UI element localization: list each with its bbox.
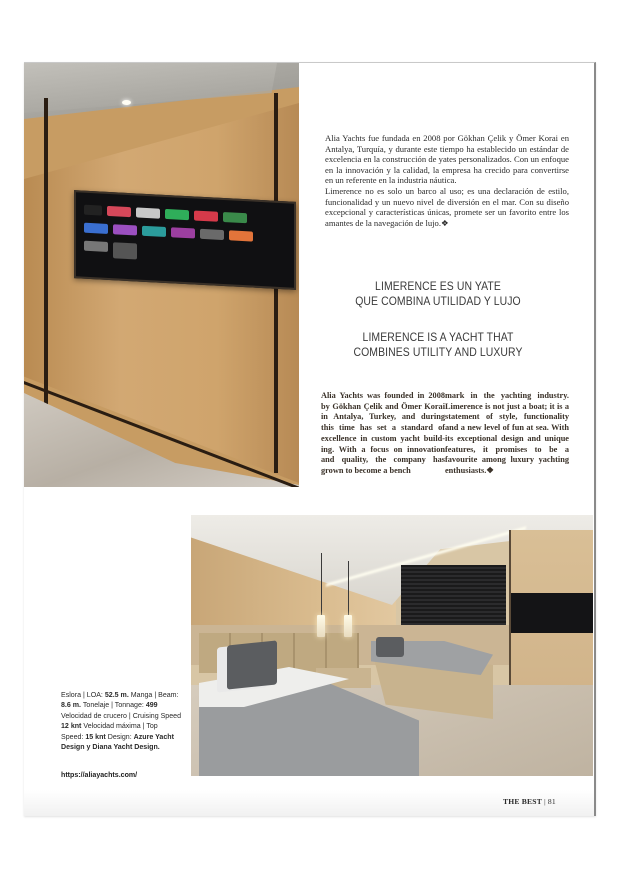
ceiling-light (122, 100, 131, 105)
heading-spanish-line-2: QUE COMBINA UTILIDAD Y LUJO (355, 295, 521, 308)
tv-app-icon (113, 224, 137, 235)
tv-app-icon (113, 242, 137, 259)
english-column-1: Alia Yachts was founded in 2008 by Gökhan Çelik and Ömer Korai in Antalya, Turkey, and during this time has set a standard of excellence in custom yacht building. With a focus on innovation and quality, the company has grown to become a bench (321, 391, 445, 475)
tv-app-row (84, 223, 253, 242)
spec-label: Velocidad máxima | Top Speed: (61, 721, 158, 741)
spec-cruising-speed-value: 12 knt (61, 721, 82, 731)
spec-design-value: Azure Yacht Design y Diana Yacht Design. (61, 731, 174, 752)
spec-label: Tonelaje | Tonnage: (81, 700, 146, 710)
page-number: 81 (547, 797, 556, 806)
footer-separator: | (541, 797, 548, 806)
wall-tv (511, 593, 593, 633)
tv-app-icon (200, 229, 224, 240)
pillow (376, 637, 404, 657)
tv-app-icon (84, 205, 102, 216)
publication-name: THE BEST (503, 797, 542, 806)
tv-app-icon (136, 207, 160, 218)
spanish-paragraph-1: Alia Yachts fue fundada en 2008 por Gökhan Çelik y Ömer Korai en Antalya, Turquía, y durante este tiempo ha establecido un estándar de excelencia en la construcción de yates personalizados. Con un enfoque en la innovación y la calidad, la empresa ha crecido para convertirse en un referente en la industria náutica. (325, 133, 569, 186)
page-footer (503, 797, 556, 806)
tv-app-icon (142, 226, 166, 237)
tv-app-icon (229, 230, 253, 241)
tv-app-row (84, 241, 137, 260)
cabin-tv-photo (24, 63, 299, 487)
spec-loa-value: 52.5 m. (104, 690, 129, 699)
spec-tonnage-value: 499 (145, 700, 158, 710)
tv-app-icon (84, 241, 108, 252)
heading-spanish (330, 279, 546, 309)
spec-top-speed-value: 15 knt (85, 731, 106, 741)
heading-english-line-2: COMBINES UTILITY AND LUXURY (353, 346, 523, 359)
spec-beam-value: 8.6 m. (61, 700, 82, 710)
tv-app-icon (107, 206, 131, 217)
yacht-specs-caption (61, 690, 182, 752)
ceiling-panel (24, 63, 299, 113)
twin-cabin-photo (191, 515, 593, 776)
pendant-cord (321, 553, 322, 617)
heading-english (330, 330, 546, 360)
spanish-intro-text (325, 133, 569, 228)
spec-label: Manga | Beam: (128, 690, 179, 699)
tv-app-row (84, 205, 247, 224)
wall-tv (74, 190, 296, 290)
window-blinds (401, 565, 506, 625)
tv-app-icon (194, 210, 218, 221)
pendant-lamp (317, 615, 325, 637)
spec-label: Eslora | LOA: (61, 690, 105, 699)
tv-app-icon (223, 212, 247, 223)
english-column-2: mark in the yachting industry. Limerence is not just a boat; it is a statement of style, functionality and a new level of fun at sea. With its exceptional design and unique features, it promises to be a favourite among luxury yachting enthusiasts.❖ (445, 391, 569, 475)
pendant-cord (348, 561, 349, 617)
heading-english-line-1: LIMERENCE IS A YACHT THAT (362, 331, 514, 344)
tv-app-icon (84, 223, 108, 234)
spec-label: Velocidad de crucero | Cruising Speed (61, 710, 182, 720)
website-link[interactable]: https://aliayachts.com/ (61, 770, 138, 779)
pillow (227, 640, 277, 689)
tv-app-icon (171, 227, 195, 238)
heading-spanish-line-1: LIMERENCE ES UN YATE (375, 280, 501, 293)
spanish-paragraph-2: Limerence no es solo un barco al uso; es una declaración de estilo, funcionalidad y un nuevo nivel de diversión en el mar. Con su diseño excepcional y características únicas, promete ser un favorito entre los amantes de la navegación de lujo.❖ (325, 185, 569, 228)
spec-label: Design: (105, 731, 134, 741)
pendant-lamp (344, 615, 352, 637)
tv-app-icon (165, 209, 189, 220)
